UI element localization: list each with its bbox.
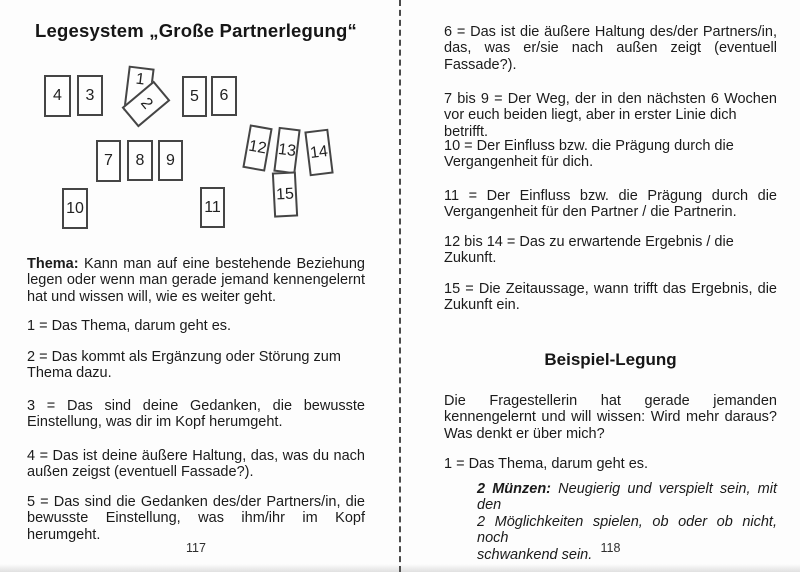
text-line: 5 = Das sind die Gedanken des/der Partners/in, die — [27, 494, 365, 510]
paragraph-thema — [27, 256, 365, 305]
text-line: Vergangenheit für den Partner / die Partnerin. — [444, 204, 737, 221]
text-line: 2 Münzen: Neugierig und verspielt sein, mit den — [477, 481, 777, 514]
text-line: 11 = Der Einfluss bzw. die Prägung durch die — [444, 188, 777, 204]
card-11 — [200, 187, 225, 228]
card-7-label: 7 — [104, 152, 113, 169]
paragraph-card-4 — [27, 448, 365, 481]
card-6 — [211, 76, 237, 116]
text-line: Fassade?). — [444, 56, 517, 73]
paragraph-card-6 — [444, 24, 777, 73]
text-line: Die Fragestellerin hat gerade jemanden — [444, 393, 777, 409]
page-title: Legesystem „Große Partnerlegung“ — [34, 20, 357, 41]
card-10 — [62, 188, 88, 229]
card-13 — [273, 127, 300, 174]
card-15-label: 15 — [275, 185, 295, 203]
paragraph-cards-12-14 — [444, 234, 777, 267]
paragraph-cards-7-9 — [444, 91, 777, 140]
card-11-label: 11 — [204, 198, 221, 216]
card-10-label: 10 — [66, 199, 84, 217]
card-4 — [44, 75, 71, 117]
text-line: bewusste Einstellung, was ihm/ihr im Kopf — [27, 510, 365, 527]
scan-shadow — [0, 564, 800, 572]
text-line: schwankend sein. — [477, 546, 593, 563]
card-2-label: 2 — [137, 94, 156, 113]
example-heading: Beispiel-Legung — [544, 350, 677, 369]
card-4-label: 4 — [53, 87, 62, 104]
text-line: 2 = Das kommt als Ergänzung oder Störung zum — [27, 349, 341, 365]
paragraph-card-11 — [444, 188, 777, 221]
card-9-label: 9 — [166, 151, 175, 169]
text-line: vor euch beiden liegt, aber in erster Linie dich betrifft. — [444, 107, 737, 140]
card-12 — [242, 124, 272, 171]
text-line: 12 bis 14 = Das zu erwartende Ergebnis / die — [444, 234, 734, 250]
card-9 — [158, 140, 183, 181]
text-line: Zukunft ein. — [444, 297, 520, 314]
card-5 — [182, 76, 207, 117]
text-line: legen oder wenn man gerade jemand kennengelernt — [27, 272, 365, 289]
card-3-label: 3 — [85, 86, 95, 104]
paragraph-card-15 — [444, 281, 777, 314]
card-12-label: 12 — [247, 137, 268, 158]
card-1-label: 1 — [134, 70, 146, 89]
card-5-label: 5 — [190, 87, 199, 105]
card-15 — [272, 171, 298, 217]
card-14 — [304, 129, 333, 177]
text-line: kennengelernt und will wissen: Wird mehr daraus? — [444, 409, 777, 426]
text-line: 10 = Der Einfluss bzw. die Prägung durch die — [444, 138, 734, 154]
paragraph-card-1 — [27, 318, 365, 334]
card-6-label: 6 — [219, 87, 229, 104]
card-14-label: 14 — [309, 142, 329, 162]
text-line: Thema dazu. — [27, 365, 112, 382]
text-line: 6 = Das ist die äußere Haltung des/der Partners/in, — [444, 24, 777, 40]
text-line: Zukunft. — [444, 250, 497, 267]
page-number-left: 117 — [186, 541, 206, 555]
text-line: Vergangenheit für dich. — [444, 154, 594, 171]
card-3 — [77, 75, 103, 116]
text-line: 1 = Das Thema, darum geht es. — [27, 318, 232, 334]
paragraph-card-2 — [27, 349, 365, 382]
card-8 — [127, 140, 153, 181]
paragraph-example-card-1 — [444, 456, 777, 472]
card-8-label: 8 — [135, 151, 145, 169]
text-line: das, was er/sie nach außen zeigt (eventuell — [444, 40, 777, 57]
paragraph-card-3 — [27, 398, 365, 431]
text-line: Einstellung, was dir im Kopf herumgeht. — [27, 414, 283, 431]
text-line: 3 = Das sind deine Gedanken, die bewusste — [27, 398, 365, 414]
card-13-label: 13 — [277, 140, 297, 160]
page-number-right: 118 — [600, 541, 621, 555]
text-line: Thema: Kann man auf eine bestehende Beziehung — [27, 256, 365, 272]
paragraph-card-5 — [27, 494, 365, 543]
paragraph-card-10 — [444, 138, 777, 171]
text-line: außen zeigst (eventuell Fassade?). — [27, 464, 254, 481]
paragraph-example-intro — [444, 393, 777, 442]
text-line: Was denkt er über mich? — [444, 425, 605, 442]
text-line: 4 = Das ist deine äußere Haltung, das, was du nach — [27, 448, 365, 464]
text-line: hat und wissen will, wie es weiter geht. — [27, 288, 277, 305]
text-line: herumgeht. — [27, 526, 101, 543]
card-7 — [96, 140, 121, 182]
text-line: 7 bis 9 = Der Weg, der in den nächsten 6 Wochen — [444, 91, 777, 107]
text-line: 15 = Die Zeitaussage, wann trifft das Ergebnis, die — [444, 281, 777, 297]
text-line: 2 Möglichkeiten spielen, ob oder ob nicht, noch — [477, 513, 777, 547]
text-line: 1 = Das Thema, darum geht es. — [444, 456, 649, 472]
